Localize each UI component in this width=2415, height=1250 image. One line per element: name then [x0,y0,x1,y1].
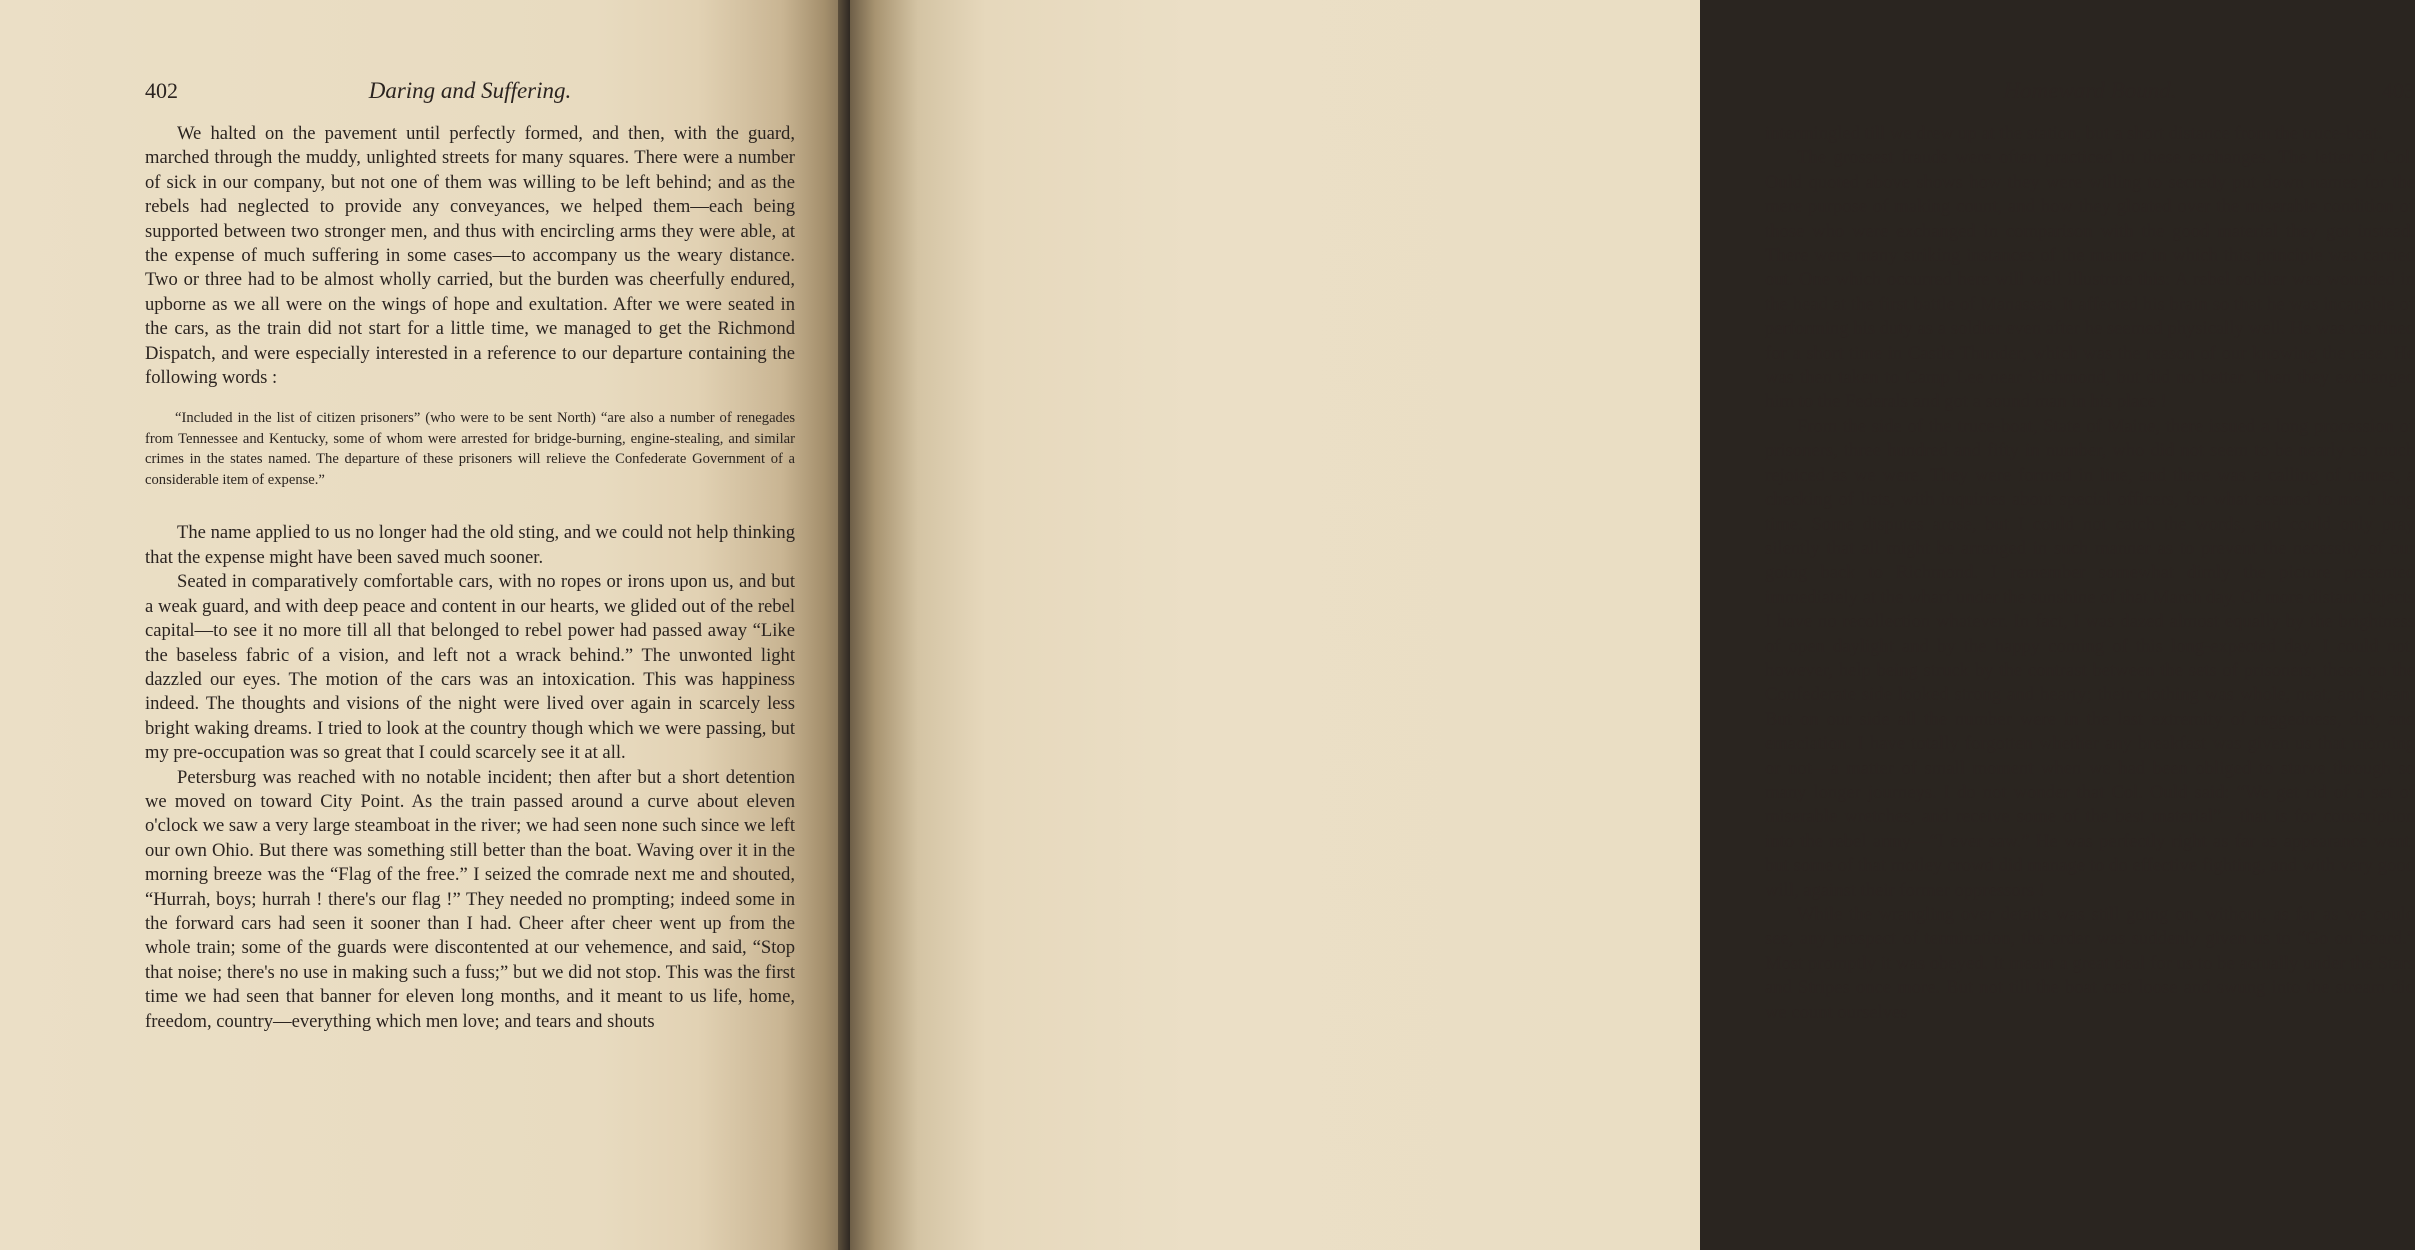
left-page-number: 402 [145,78,178,103]
right-page-number: 403 [2382,78,2415,103]
newspaper-quote [145,408,795,490]
left-paragraph-4: Petersburg was reached with no notable incident; then after but a short detention we moved on toward City Point. As the train passed around a curve about eleven o'clock we saw a very large steamboat in the river; we had seen none such since we left our own Ohio. But there was something still better than the boat. Waving over it in the morning breeze was the “Flag of the free.” I seized the comrade next me and shouted, “Hurrah, boys; hurrah ! there's our flag !” They needed no prompting; indeed some in the forward cars had seen it sooner than I had. Cheer after cheer went up from the whole train; some of the guards were discontented at our vehemence, and said, “Stop that noise; there's no use in making such a fuss;” but we did not stop. This was the first time we had seen that banner for eleven long months, and it meant to us life, home, freedom, country—everything which men love; and tears and shouts [145,766,795,1032]
left-paragraph-1: We halted on the pavement until perfectly formed, and then, with the guard, marched through the muddy, unlighted streets for many squares. There were a number of sick in our company, but not one of them was willing to be left behind; and as the rebels had neglected to provide any conveyances, we helped them—each being supported between two stronger men, and thus with encircling arms they were able, at the expense of much suffering in some cases—to accompany us the weary distance. Two or three had to be almost wholly carried, but the burden was cheerfully endured, upborne as we all were on the wings of hope and exultation. After we were seated in the cars, as the train did not start for a little time, we managed to get the Richmond Dispatch, and were especially interested in a reference to our departure containing the following words : [145,123,795,389]
right-paragraph-2: The grossest frauds were often practiced in these exchanges. The letter of Col. Ould quoted above shows how they were willing to secretly put down names for the mere purpose of making count, and how they gloated over the miserable condition of those who were exchanged in comparison with the good material they got instead. There were many striking instances of the manner in which this principle was carried out. One which occurred here will well illustrate this: A rebel soldier was wounded in the head at the first battle of Manassas. It affected his brain so that he was incapable of performing his duty as a soldier even after he seemed physically well. He was confined for a short time in Castle Thunder, which was the reason of our knowing the case. He was then taken to Camp Lee near Richmond, but did no better. Then they exchanged him to the Federals and got a sound man in his place ! [1765,147,2415,413]
left-page [0,0,850,1250]
quote-text: “Included in the list of citizen prisoners” (who were to be sent North) “are also a number of renegades from Tennessee and Kentucky, some of whom were arrested for bridge-burning, engine-stealing, and similar crimes in the states named. The departure of these prisoners will relieve the Confederate Government of a considerable item of expense.” [145,410,795,488]
left-running-title: Daring and Suffering. [368,78,572,103]
right-paragraph-3: From the side of the truce-boat, State of Maine, there issued a long procession of prisoners, three hundred and fifty in number, who did not seem to be nearly so much rejoiced as we were. They were formed in line, and there was a calling of names, a checking of lists, with inquiries about special officers, for what seemed to me a long time. Some disputes arose, but I could not catch the words, and could only pray silently that all might be arranged in such manner as to prevent the necessity of our going back to Richmond. I remember somewhat dimly the picture presented immediately at the wharf under the sunshine of that March day. Of more distant objects I have no recollection whatever. In fact, I was dazed almost equally by the brightness of open daylight and by the happy coming of this long-expected day. I could not, however, help being struck by the contrast between the sets of prisoners; those on the Confederate side looked strong and hearty; their clothing was whole, neat, and clean: But on our side all the number were in the last extremity of raggedness, dirt, and emaciation. I have totally forgotten whether any breakfast was given us that morning or not—a matter of small moment when we had been obliged to starve through so many longer journeys. I do not wonder that Col. Ould said: “We get rid of a set of miserable wretches, and receive some of the best material”—that is for conscription into the rebel army—“I ever saw.” He was perfectly right as far as appearance went; but some of that motley crowd did manage to do effective fighting, and with very good will, against their former oppressors ! [1765,415,2415,901]
right-page-body [1765,122,2415,1025]
right-page [850,0,2415,1250]
left-paragraph-2: The name applied to us no longer had the old sting, and we could not help thinking that the expense might have been saved much sooner. [145,522,795,568]
right-page-header [1765,78,2415,108]
right-paragraph-1: intermingled till we drew up at the station, but a short distance from the truce-boat. [1765,123,2383,144]
left-paragraph-3: Seated in comparatively comfortable cars, with no ropes or irons upon us, and but a weak guard, and with deep peace and content in our hearts, we glided out of the rebel capital—to see it no more till all that belonged to rebel power had passed away “Like the baseless fabric of a vision, and left not a wrack behind.” The unwonted light dazzled our eyes. The motion of the cars was an intoxication. This was happiness indeed. The thoughts and visions of the night were lived over again in scarcely less bright waking dreams. I tried to look at the country though which we were passing, but my pre-occupation was so great that I could scarcely see it at all. [145,571,795,764]
right-paragraph-4: While the wrangling over details was still going on, without, as far as we could see, any prospect of termination, the order was suddenly given us to “Go on board.” Most promptly it was obeyed. It meant a great deal for us to be actually under the Stars and Stripes once more. But not till the boat cast loose and swung into the stream did we count ourselves [1765,904,2415,1023]
left-page-header [145,78,795,108]
left-page-body [145,122,795,1034]
right-running-title: Homeward Bound. [2003,78,2177,103]
